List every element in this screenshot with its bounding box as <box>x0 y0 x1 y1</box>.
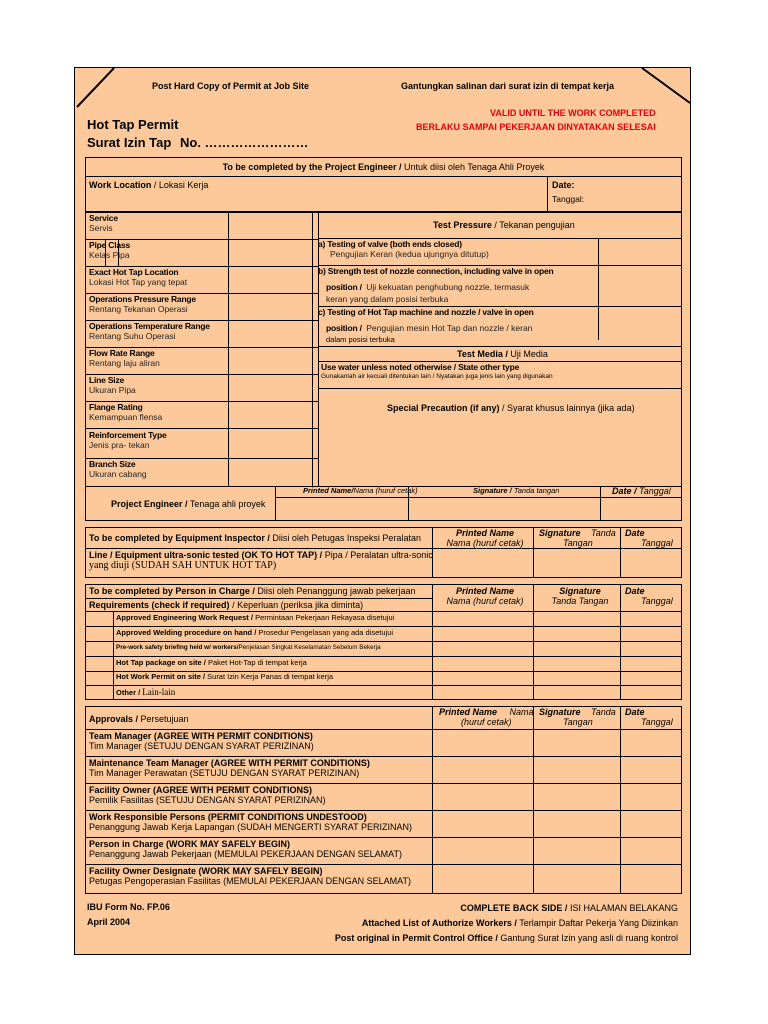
approval-facility-owner-designate: Facility Owner Designate (WORK MAY SAFELY BEGIN) Petugas Pengoperasian Fasilitas (MEMULAI PEKERJAAN DENGAN SELAMAT) <box>89 866 411 887</box>
approval-team-manager: Team Manager (AGREE WITH PERMIT CONDITIONS) Tim Manager (SETUJU DENGAN SYARAT PERIZINAN) <box>89 731 314 752</box>
req-check-1[interactable] <box>87 613 112 625</box>
req-safety-briefing: Pre-work safety briefing held w/ workers/Penjelasan Singkat Keselamatan Sebelum Bekerja <box>116 644 381 651</box>
test-a-input[interactable] <box>600 240 680 264</box>
req-engineering-work-request: Approved Engineering Work Request / Permintaan Pekerjaan Rekayasa disetujui <box>116 613 395 622</box>
field-service: Service Servis <box>89 213 118 233</box>
use-water-note: Use water unless noted otherwise / State other type Gunakanlah air kecuali ditentukan lain / Nyatakan juga jenis lain yang digunakan <box>321 362 553 380</box>
exact-location-input[interactable] <box>230 268 310 292</box>
field-operations-pressure: Operations Pressure Range Rentang Tekanan Operasi <box>89 294 196 314</box>
form-number: IBU Form No. FP.06 <box>87 902 170 912</box>
pe-signature-label: Signature / Tanda tangan <box>473 486 560 495</box>
approval-person-in-charge: Person in Charge (WORK MAY SAFELY BEGIN) Penanggung Jawab Pekerjaan (MEMULAI PEKERJAAN DENGAN SELAMAT) <box>89 839 402 860</box>
pipe-class-input[interactable] <box>230 241 310 265</box>
approvals-name-inputs[interactable] <box>434 731 532 892</box>
reinforcement-type-input[interactable] <box>230 430 310 457</box>
inspector-signature-label: Signature Tanda Tangan <box>539 528 616 549</box>
inspector-name-input[interactable] <box>434 550 532 576</box>
permit-number: No. …………………… <box>180 135 309 150</box>
pic-date-label: Date Tanggal <box>625 586 673 607</box>
work-location-input[interactable] <box>87 183 547 211</box>
pe-date-input[interactable] <box>602 499 681 520</box>
approvals-signature-inputs[interactable] <box>535 731 619 892</box>
req-welding-procedure: Approved Welding procedure on hand / Prosedur Pengelasan yang ada disetujui <box>116 628 394 637</box>
title-id: Surat Izin Tap <box>87 135 172 150</box>
req-check-3[interactable] <box>87 643 112 655</box>
req-check-5[interactable] <box>87 673 112 684</box>
post-instruction-id: Gantungkan salinan dari surat izin di tempat kerja <box>401 81 615 91</box>
inspector-signature-input[interactable] <box>535 550 619 576</box>
approvals-date-label: Date Tanggal <box>625 707 673 728</box>
pic-printed-name-label: Printed Name Nama (huruf cetak) <box>446 586 524 607</box>
form-date: April 2004 <box>87 917 131 927</box>
approval-facility-owner: Facility Owner (AGREE WITH PERMIT CONDITIONS) Pemilik Fasilitas (SETUJU DENGAN SYARAT PERIZINAN) <box>89 785 326 806</box>
requirements-label: Requirements (check if required) / Keperluan (periksa jika diminta) <box>89 600 364 610</box>
approvals-printed-name-label: Printed Name Nama (huruf cetak) <box>439 707 534 728</box>
flow-rate-input[interactable] <box>230 349 310 373</box>
line-size-input[interactable] <box>230 376 310 400</box>
ultrasonic-line: Line / Equipment ultra-sonic tested (OK TO HOT TAP) / Pipa / Peralatan ultra-sonic yang diuji (SUDAH SAH UNTUK HOT TAP) <box>89 550 433 572</box>
req-check-6[interactable] <box>87 687 112 698</box>
special-precaution-label: Special Precaution (if any) / Syarat khusus lainnya (jika ada) <box>387 403 635 413</box>
field-operations-temperature: Operations Temperature Range Rentang Suhu Operasi <box>89 321 210 341</box>
inspector-printed-name-label: Printed Name Nama (huruf cetak) <box>446 528 524 549</box>
work-location-label: Work Location / Lokasi Kerja <box>89 180 209 190</box>
valid-until-en: VALID UNTIL THE WORK COMPLETED <box>490 108 656 118</box>
approval-maintenance-team-manager: Maintenance Team Manager (AGREE WITH PERMIT CONDITIONS) Tim Manager Perawatan (SETUJU DENGAN SYARAT PERIZINAN) <box>89 758 370 779</box>
operations-temperature-input[interactable] <box>230 322 310 346</box>
pe-signature-input[interactable] <box>410 499 599 520</box>
field-exact-location: Exact Hot Tap Location Lokasi Hot Tap yang tepat <box>89 267 188 287</box>
req-check-2[interactable] <box>87 628 112 640</box>
field-line-size: Line Size Ukuran Pipa <box>89 375 136 395</box>
date-input[interactable] <box>549 198 679 210</box>
field-pipe-class: Pipe Class Kelas Pipa <box>89 240 130 260</box>
project-heading: To be completed by the Project Engineer / Untuk diisi oleh Tenaga Ahli Proyek <box>222 162 545 172</box>
post-instruction-en: Post Hard Copy of Permit at Job Site <box>152 81 310 91</box>
approval-work-responsible-persons: Work Responsible Persons (PERMIT CONDITIONS UNDESTOOD) Penanggung Jawab Kerja Lapangan (SUDAH MENGERTI SYARAT PERIZINAN) <box>89 812 412 833</box>
flange-rating-input[interactable] <box>230 403 310 427</box>
pe-date-label: Date / Tanggal <box>612 486 671 496</box>
tanggal-label: Tanggal: <box>552 194 585 204</box>
test-c-input[interactable] <box>600 308 680 344</box>
inspector-date-input[interactable] <box>622 550 680 576</box>
req-other: Other / Lain-lain <box>116 687 176 697</box>
post-original: Post original in Permit Control Office / Gantung Surat Izin yang asli di ruang kontrol <box>334 933 678 943</box>
field-branch-size: Branch Size Ukuran cabang <box>89 459 147 479</box>
req-check-4[interactable] <box>87 658 112 670</box>
valid-until-id: BERLAKU SAMPAI PEKERJAAN DINYATAKAN SELESAI <box>416 122 656 132</box>
approvals-heading: Approvals / Persetujuan <box>89 714 189 724</box>
pic-heading: To be completed by Person in Charge / Diisi oleh Penanggung jawab pekerjaan <box>89 586 416 596</box>
special-precaution-input[interactable] <box>321 418 679 484</box>
operations-pressure-input[interactable] <box>230 295 310 319</box>
test-b: b) Strength test of nozzle connection, including valve in open position / Uji kekuatan penghubung nozzle, termasuk keran yang dalam posisi terbuka <box>318 266 554 305</box>
pe-printed-name-label: Printed Name/Nama (huruf cetak) <box>303 486 418 495</box>
field-reinforcement-type: Reinforcement Type Jenis pra- tekan <box>89 430 167 450</box>
test-a: a) Testing of valve (both ends closed) Pengujian Keran (kedua ujungnya ditutup) <box>318 239 489 259</box>
pic-signature-label: Signature Tanda Tangan <box>551 586 609 607</box>
test-pressure-label: Test Pressure / Tekanan pengujian <box>433 220 575 230</box>
req-hot-work-permit: Hot Work Permit on site / Surat Izin Kerja Panas di tempat kerja <box>116 672 334 681</box>
field-flow-rate: Flow Rate Range Rentang laju aliran <box>89 348 160 368</box>
date-label: Date: <box>552 180 575 190</box>
test-b-input[interactable] <box>600 267 680 305</box>
approvals-date-inputs[interactable] <box>622 731 680 892</box>
complete-back-side: COMPLETE BACK SIDE / ISI HALAMAN BELAKANG <box>460 903 678 913</box>
test-media-label: Test Media / Uji Media <box>457 349 548 359</box>
inspector-heading: To be completed by Equipment Inspector / Diisi oleh Petugas Inspeksi Peralatan <box>89 533 421 543</box>
pe-name-input[interactable] <box>277 499 407 520</box>
req-hot-tap-package: Hot Tap package on site / Paket Hot-Tap di tempat kerja <box>116 658 307 667</box>
approvals-signature-label: Signature Tanda Tangan <box>539 707 616 728</box>
service-input[interactable] <box>230 213 310 237</box>
test-c: c) Testing of Hot Tap machine and nozzle / valve in open position / Pengujian mesin Hot Tap dan nozzle / keran dalam posisi terbuka <box>318 307 534 345</box>
title-en: Hot Tap Permit <box>87 117 179 132</box>
permit-form <box>74 67 691 955</box>
inspector-date-label: Date Tanggal <box>625 528 673 549</box>
field-flange-rating: Flange Rating Kemampuan flensa <box>89 402 163 422</box>
project-engineer-label: Project Engineer / Tenaga ahli proyek <box>111 499 266 509</box>
branch-size-input[interactable] <box>230 460 310 485</box>
attached-list: Attached List of Authorize Workers / Terlampir Daftar Pekerja Yang Diizinkan <box>361 918 678 928</box>
